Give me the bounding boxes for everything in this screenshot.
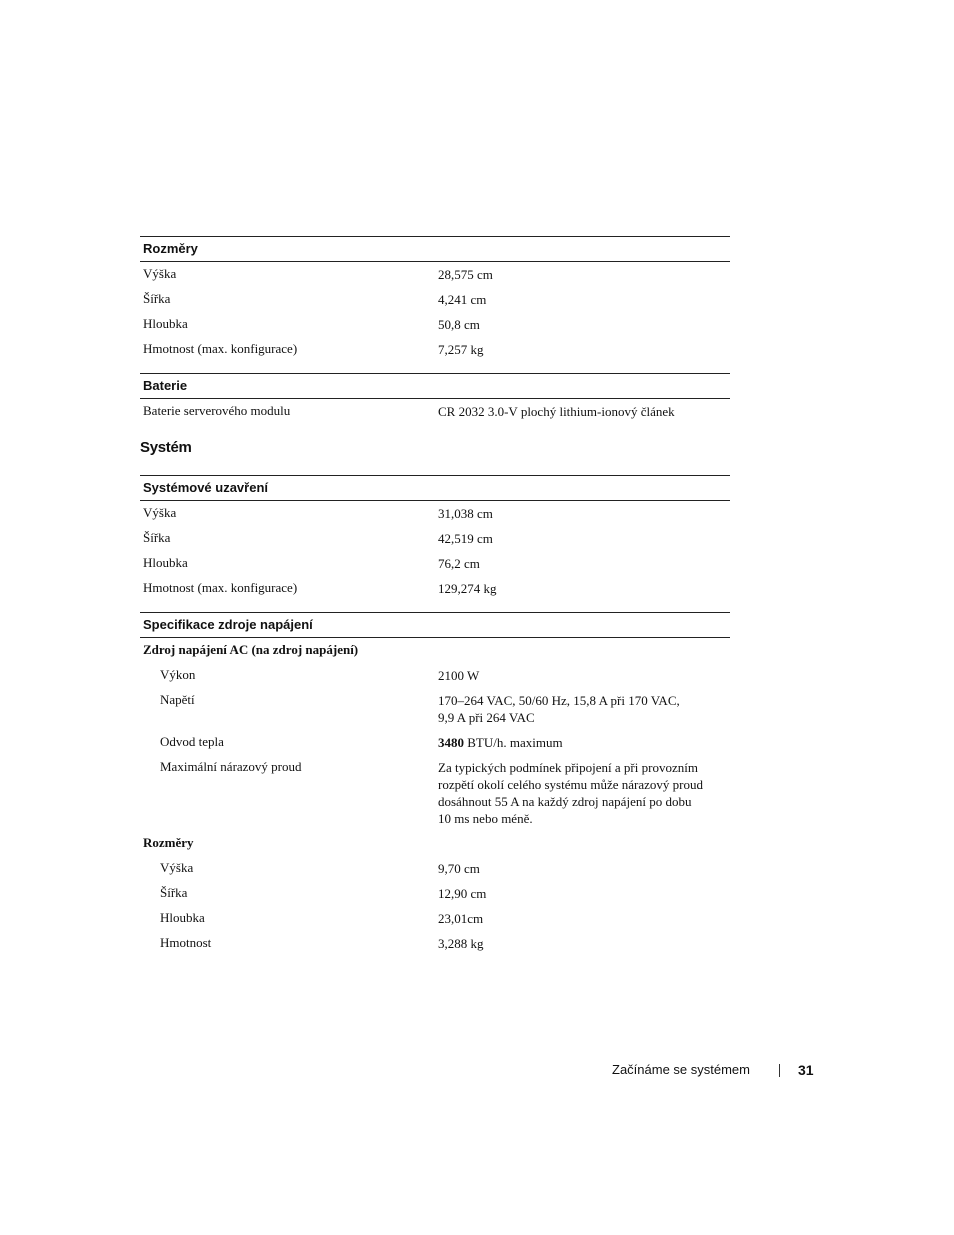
table-header: Specifikace zdroje napájení	[140, 612, 730, 638]
dimensions-table	[140, 236, 730, 362]
row-label: Výška	[143, 266, 177, 281]
row-label: Baterie serverového modulu	[143, 403, 291, 418]
row-value: 28,575 cm	[438, 267, 493, 282]
table-row	[140, 501, 730, 526]
table-header: Rozměry	[140, 236, 730, 262]
row-value: 7,257 kg	[438, 342, 484, 357]
table-row	[140, 906, 730, 931]
row-value: 31,038 cm	[438, 506, 493, 521]
subheader-label: Zdroj napájení AC (na zdroj napájení)	[143, 642, 359, 657]
power-table	[140, 612, 730, 956]
table-row	[140, 730, 730, 755]
table-row	[140, 551, 730, 576]
enclosure-table	[140, 475, 730, 601]
row-label: Hloubka	[143, 316, 188, 331]
table-row	[140, 881, 730, 906]
row-label: Maximální nárazový proud	[160, 759, 302, 774]
battery-table	[140, 373, 730, 424]
table-row	[140, 856, 730, 881]
footer-title: Začínáme se systémem	[612, 1062, 750, 1077]
table-row	[140, 688, 730, 730]
table-row	[140, 337, 730, 362]
row-value	[438, 734, 728, 751]
row-label: Hmotnost	[160, 935, 212, 950]
table-row	[140, 931, 730, 956]
row-value: 12,90 cm	[438, 886, 487, 901]
row-value	[438, 692, 728, 726]
row-label: Odvod tepla	[160, 734, 224, 749]
row-value: CR 2032 3.0-V plochý lithium-ionový článek	[438, 404, 675, 419]
row-label: Hloubka	[160, 910, 205, 925]
table-subheader-row	[140, 638, 730, 663]
row-value: 50,8 cm	[438, 317, 480, 332]
value-line: 10 ms nebo méně.	[438, 811, 533, 826]
row-value: 9,70 cm	[438, 861, 480, 876]
row-label: Výkon	[160, 667, 196, 682]
value-bold: 3480	[438, 735, 464, 750]
value-line: 170–264 VAC, 50/60 Hz, 15,8 A při 170 VAC,	[438, 693, 680, 708]
table-row	[140, 755, 730, 831]
row-value: 4,241 cm	[438, 292, 487, 307]
row-value: 3,288 kg	[438, 936, 484, 951]
subheader-label: Rozměry	[143, 835, 194, 850]
table-row	[140, 262, 730, 287]
table-row	[140, 526, 730, 551]
row-label: Napětí	[160, 692, 195, 707]
page-number: 31	[798, 1062, 814, 1078]
value-line: rozpětí okolí celého systému může nárazový proud	[438, 777, 703, 792]
row-label: Hmotnost (max. konfigurace)	[143, 580, 298, 595]
row-value: 129,274 kg	[438, 581, 497, 596]
row-value: 23,01cm	[438, 911, 484, 926]
table-row	[140, 312, 730, 337]
table-header: Systémové uzavření	[140, 475, 730, 501]
footer-divider	[779, 1064, 780, 1077]
row-label: Výška	[143, 505, 177, 520]
row-value	[438, 759, 728, 827]
row-label: Šířka	[160, 885, 188, 900]
table-subheader-row	[140, 831, 730, 856]
table-row	[140, 399, 730, 424]
row-label: Výška	[160, 860, 194, 875]
value-line: 9,9 A při 264 VAC	[438, 710, 535, 725]
row-value: 76,2 cm	[438, 556, 480, 571]
row-label: Šířka	[143, 530, 171, 545]
row-label: Šířka	[143, 291, 171, 306]
table-row	[140, 663, 730, 688]
row-value: 2100 W	[438, 668, 480, 683]
section-title: Systém	[140, 439, 192, 456]
row-label: Hmotnost (max. konfigurace)	[143, 341, 298, 356]
table-row	[140, 576, 730, 601]
value-rest: BTU/h. maximum	[464, 735, 563, 750]
row-label: Hloubka	[143, 555, 188, 570]
table-header: Baterie	[140, 373, 730, 399]
row-value: 42,519 cm	[438, 531, 493, 546]
table-row	[140, 287, 730, 312]
value-line: dosáhnout 55 A na každý zdroj napájení po dobu	[438, 794, 692, 809]
value-line: Za typických podmínek připojení a při provozním	[438, 760, 698, 775]
